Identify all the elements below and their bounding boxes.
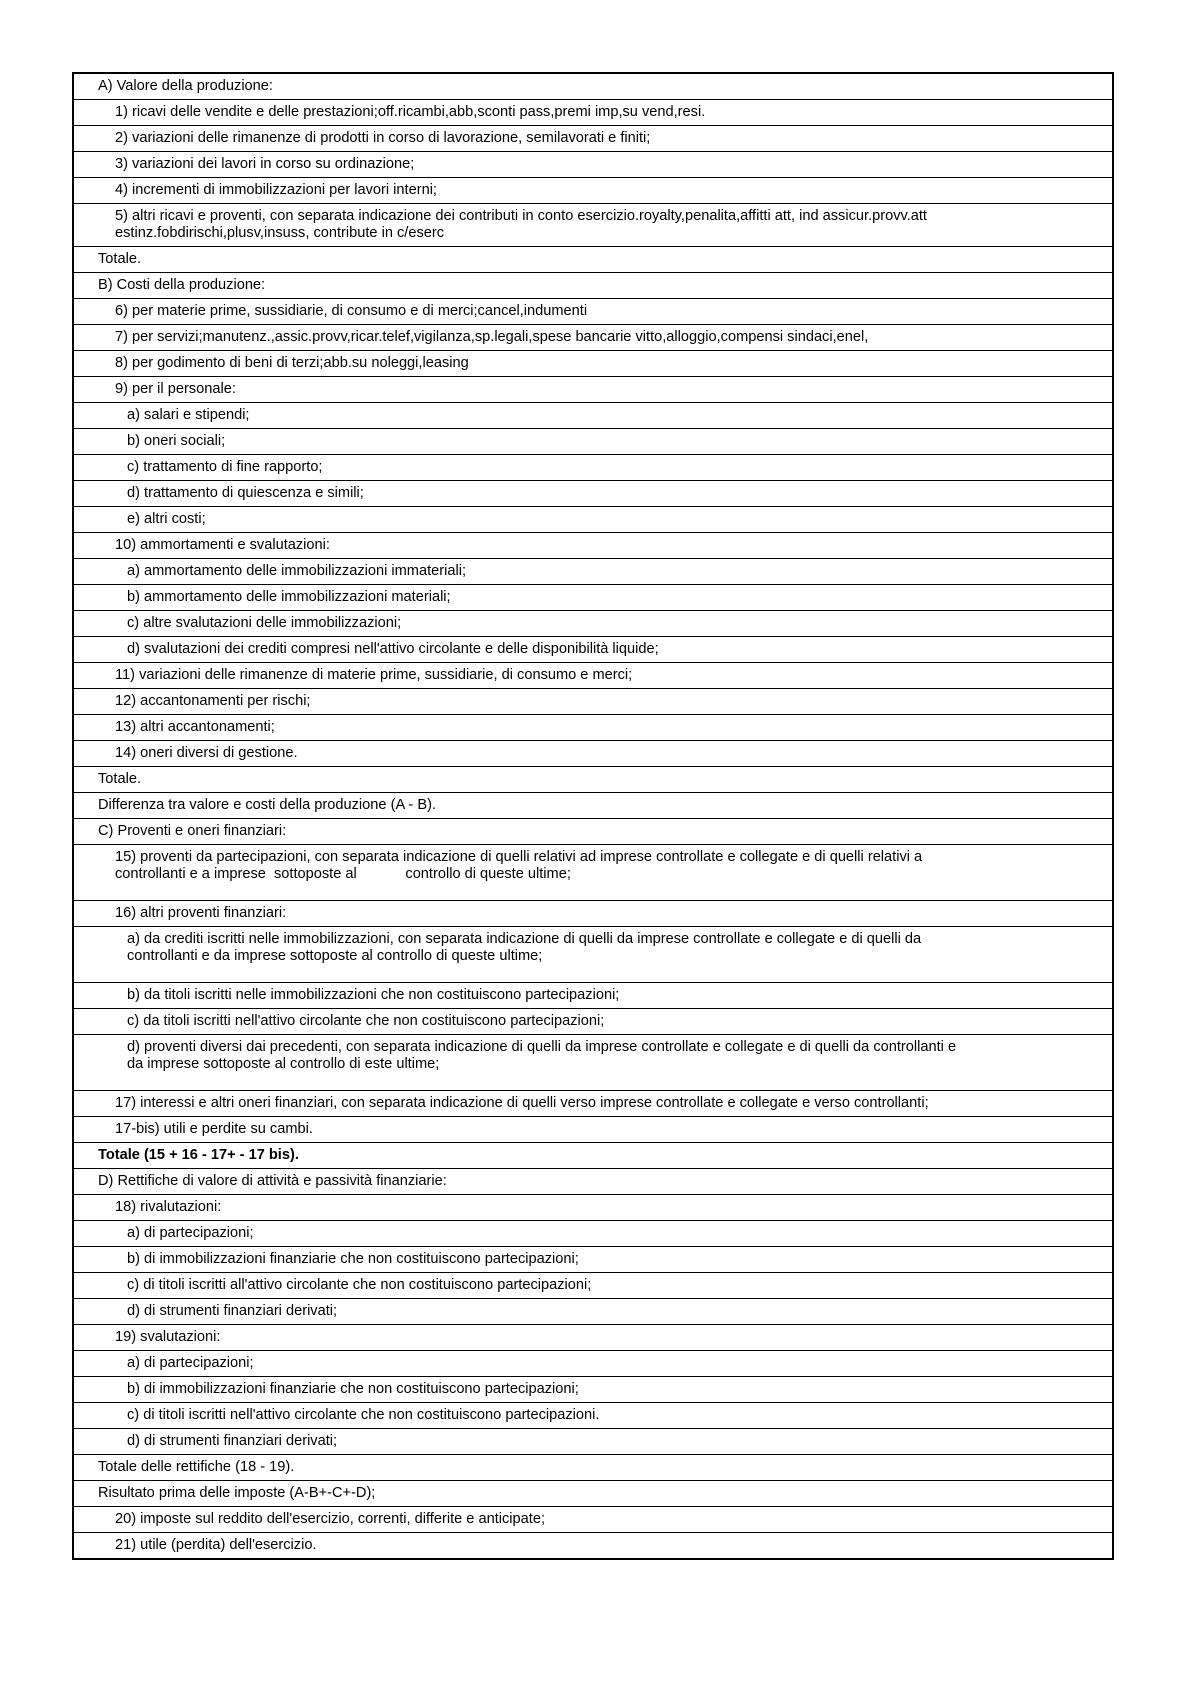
- table-row: 11) variazioni delle rimanenze di materie prime, sussidiarie, di consumo e merci;: [74, 663, 1112, 689]
- income-statement-table: [72, 72, 1114, 1560]
- table-row: B) Costi della produzione:: [74, 273, 1112, 299]
- table-row: a) da crediti iscritti nelle immobilizzazioni, con separata indicazione di quelli da imprese controllate e collegate e di quelli da controllanti e da imprese sottoposte al controllo di queste ultime;: [74, 927, 1112, 983]
- table-row: a) salari e stipendi;: [74, 403, 1112, 429]
- table-row: d) svalutazioni dei crediti compresi nell'attivo circolante e delle disponibilità liquide;: [74, 637, 1112, 663]
- table-row: 17) interessi e altri oneri finanziari, con separata indicazione di quelli verso imprese controllate e collegate e verso controllanti;: [74, 1091, 1112, 1117]
- table-row: 20) imposte sul reddito dell'esercizio, correnti, differite e anticipate;: [74, 1507, 1112, 1533]
- table-row: d) proventi diversi dai precedenti, con separata indicazione di quelli da imprese controllate e collegate e di quelli da controllanti e da imprese sottoposte al controllo di este ultime;: [74, 1035, 1112, 1091]
- table-row: c) di titoli iscritti all'attivo circolante che non costituiscono partecipazioni;: [74, 1273, 1112, 1299]
- table-row: b) ammortamento delle immobilizzazioni materiali;: [74, 585, 1112, 611]
- table-row: d) trattamento di quiescenza e simili;: [74, 481, 1112, 507]
- table-row: 7) per servizi;manutenz.,assic.provv,ricar.telef,vigilanza,sp.legali,spese bancarie vitto,alloggio,compensi sindaci,enel,: [74, 325, 1112, 351]
- table-row: Totale.: [74, 247, 1112, 273]
- table-row: 6) per materie prime, sussidiarie, di consumo e di merci;cancel,indumenti: [74, 299, 1112, 325]
- table-row: Totale (15 + 16 - 17+ - 17 bis).: [74, 1143, 1112, 1169]
- table-row: c) altre svalutazioni delle immobilizzazioni;: [74, 611, 1112, 637]
- table-row: b) oneri sociali;: [74, 429, 1112, 455]
- table-row: 2) variazioni delle rimanenze di prodotti in corso di lavorazione, semilavorati e finiti;: [74, 126, 1112, 152]
- table-row: a) di partecipazioni;: [74, 1351, 1112, 1377]
- table-row: Totale delle rettifiche (18 - 19).: [74, 1455, 1112, 1481]
- table-row: c) trattamento di fine rapporto;: [74, 455, 1112, 481]
- table-row: 12) accantonamenti per rischi;: [74, 689, 1112, 715]
- table-row: 21) utile (perdita) dell'esercizio.: [115, 1537, 317, 1553]
- table-row: 5) altri ricavi e proventi, con separata indicazione dei contributi in conto esercizio.royalty,penalita,affitti att, ind assicur.provv.att estinz.fobdirischi,plusv,insuss, contribute in c/eserc: [74, 204, 1112, 247]
- table-row: a) ammortamento delle immobilizzazioni immateriali;: [74, 559, 1112, 585]
- table-row: 3) variazioni dei lavori in corso su ordinazione;: [74, 152, 1112, 178]
- table-row: 16) altri proventi finanziari:: [74, 901, 1112, 927]
- table-row: A) Valore della produzione:: [74, 74, 1112, 100]
- table-row: Totale.: [74, 767, 1112, 793]
- table-row: 8) per godimento di beni di terzi;abb.su noleggi,leasing: [74, 351, 1112, 377]
- table-row: b) di immobilizzazioni finanziarie che non costituiscono partecipazioni;: [74, 1247, 1112, 1273]
- table-row: e) altri costi;: [74, 507, 1112, 533]
- table-row: c) di titoli iscritti nell'attivo circolante che non costituiscono partecipazioni.: [74, 1403, 1112, 1429]
- table-row: 4) incrementi di immobilizzazioni per lavori interni;: [74, 178, 1112, 204]
- table-row: a) di partecipazioni;: [74, 1221, 1112, 1247]
- table-row: D) Rettifiche di valore di attività e passività finanziarie:: [74, 1169, 1112, 1195]
- table-row: c) da titoli iscritti nell'attivo circolante che non costituiscono partecipazioni;: [74, 1009, 1112, 1035]
- table-row: d) di strumenti finanziari derivati;: [74, 1429, 1112, 1455]
- table-row: 19) svalutazioni:: [74, 1325, 1112, 1351]
- table-row: d) di strumenti finanziari derivati;: [74, 1299, 1112, 1325]
- table-row: b) di immobilizzazioni finanziarie che non costituiscono partecipazioni;: [74, 1377, 1112, 1403]
- table-row: 13) altri accantonamenti;: [74, 715, 1112, 741]
- table-row: 18) rivalutazioni:: [74, 1195, 1112, 1221]
- table-row: 1) ricavi delle vendite e delle prestazioni;off.ricambi,abb,sconti pass,premi imp,su vend,resi.: [74, 100, 1112, 126]
- table-row: Differenza tra valore e costi della produzione (A - B).: [74, 793, 1112, 819]
- table-row: 15) proventi da partecipazioni, con separata indicazione di quelli relativi ad imprese controllate e collegate e di quelli relativi a controllanti e a imprese sottoposte al controllo di queste ultime;: [74, 845, 1112, 901]
- table-row: b) da titoli iscritti nelle immobilizzazioni che non costituiscono partecipazioni;: [74, 983, 1112, 1009]
- table-row: 9) per il personale:: [74, 377, 1112, 403]
- table-row: 10) ammortamenti e svalutazioni:: [74, 533, 1112, 559]
- table-row: 14) oneri diversi di gestione.: [74, 741, 1112, 767]
- table-row: Risultato prima delle imposte (A-B+-C+-D);: [74, 1481, 1112, 1507]
- table-row: 17-bis) utili e perdite su cambi.: [74, 1117, 1112, 1143]
- table-row: C) Proventi e oneri finanziari:: [74, 819, 1112, 845]
